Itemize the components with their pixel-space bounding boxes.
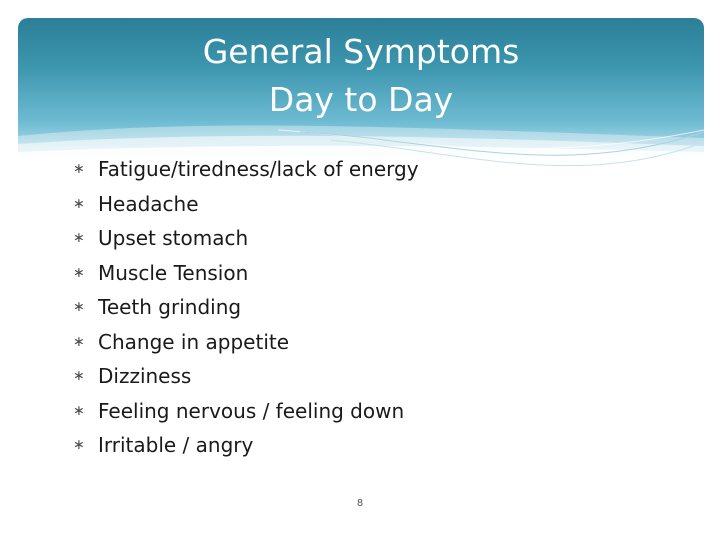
bullet-icon: ∗ [73, 368, 85, 384]
symptom-list [70, 152, 419, 463]
list-item [70, 221, 419, 256]
title-line-1: General Symptoms [202, 32, 520, 71]
list-item [70, 428, 419, 463]
list-item [70, 187, 419, 222]
bullet-icon: ∗ [73, 161, 85, 177]
list-item [70, 394, 419, 429]
list-item-text: Irritable / angry [98, 433, 254, 457]
list-item-text: Dizziness [98, 364, 192, 388]
list-item-text: Upset stomach [98, 226, 249, 250]
page-number: 8 [356, 498, 364, 509]
list-item-text: Change in appetite [98, 329, 290, 354]
bullet-icon: ∗ [73, 230, 85, 246]
bullet-icon: ∗ [73, 333, 85, 350]
bullet-icon: ∗ [73, 299, 85, 315]
list-item [70, 152, 419, 187]
list-item-text: Teeth grinding [98, 295, 242, 319]
bullet-icon: ∗ [73, 195, 85, 212]
list-item [70, 256, 419, 291]
list-item [70, 359, 419, 394]
bullet-icon: ∗ [73, 437, 85, 453]
list-item-text: Headache [98, 191, 199, 216]
bullet-icon: ∗ [73, 402, 85, 419]
list-item [70, 290, 419, 325]
list-item-text: Fatigue/tiredness/lack of energy [98, 157, 419, 181]
slide-title [18, 28, 704, 124]
list-item-text: Feeling nervous / feeling down [98, 398, 405, 423]
list-item [70, 325, 419, 360]
bullet-icon: ∗ [73, 264, 85, 281]
list-item-text: Muscle Tension [98, 260, 249, 285]
title-line-2: Day to Day [268, 80, 454, 119]
